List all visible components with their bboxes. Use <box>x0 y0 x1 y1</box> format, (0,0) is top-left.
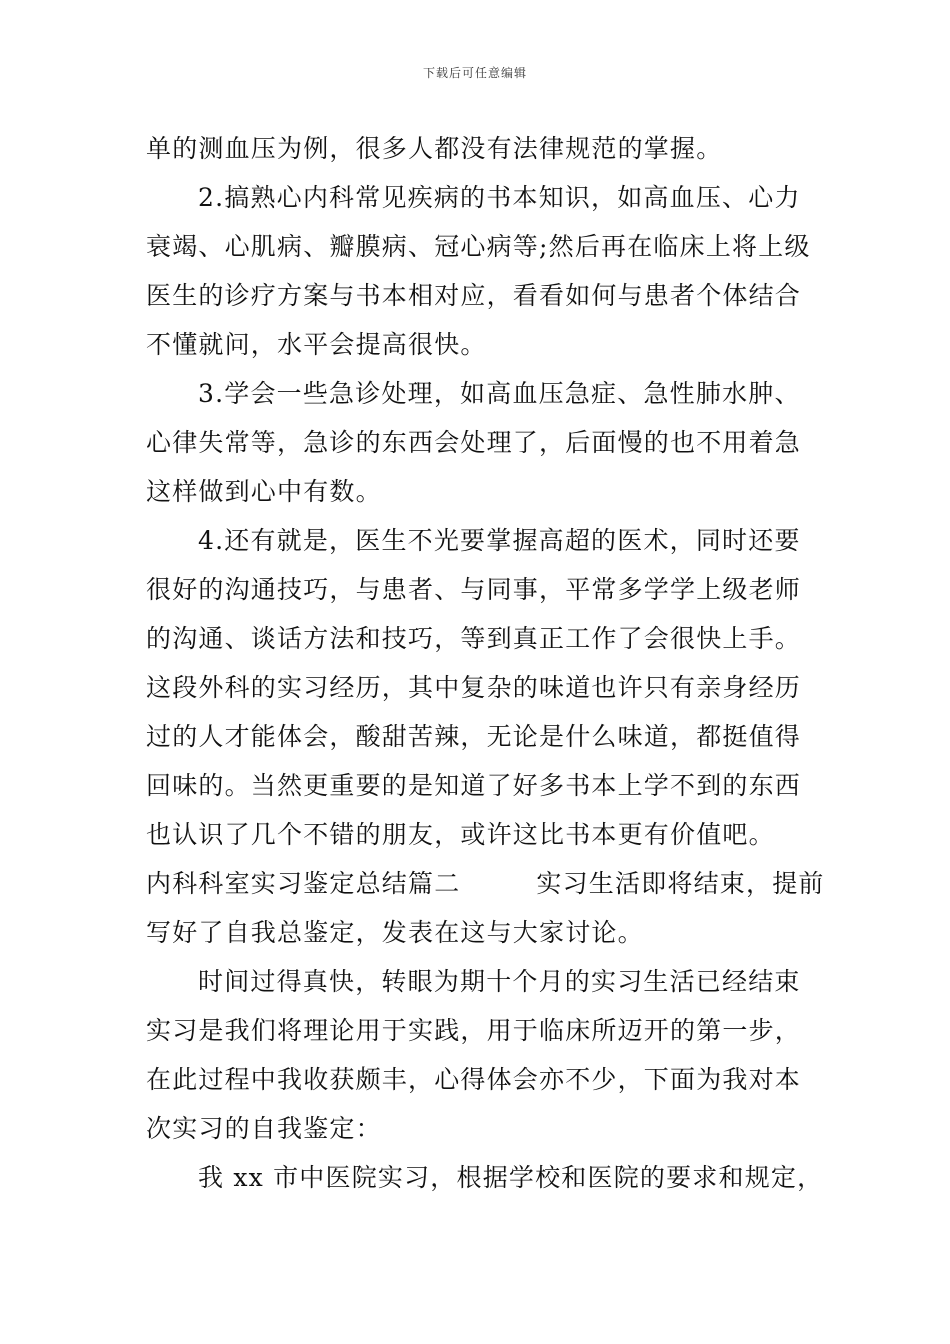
text-line-10: 很好的沟通技巧，与患者、与同事，平常多学学上级老师 <box>146 575 802 604</box>
text-line-18: 时间过得真快，转眼为期十个月的实习生活已经结束 <box>198 967 801 996</box>
text-line-4: 医生的诊疗方案与书本相对应，看看如何与患者个体结合 <box>146 281 802 310</box>
text-line-7: 心律失常等，急诊的东西会处理了，后面慢的也不用着急 <box>146 428 802 457</box>
text-line-17: 写好了自我总鉴定，发表在这与大家讨论。 <box>146 918 644 947</box>
page-header-note: 下载后可任意编辑 <box>422 66 527 80</box>
text-line-22: 我 xx 市中医院实习，根据学校和医院的要求和规定， <box>198 1163 824 1192</box>
text-line-15: 也认识了几个不错的朋友，或许这比书本更有价值吧。 <box>146 820 775 849</box>
text-line-19: 实习是我们将理论用于实践，用于临床所迈开的第一步， <box>146 1016 802 1045</box>
text-line-2: 2.搞熟心内科常见疾病的书本知识，如高血压、心力 <box>198 183 801 212</box>
text-line-9: 4.还有就是，医生不光要掌握高超的医术，同时还要 <box>198 526 801 555</box>
text-line-13: 过的人才能体会，酸甜苦辣，无论是什么味道，都挺值得 <box>146 722 802 751</box>
section-title: 内科科室实习鉴定总结篇二 <box>146 869 461 898</box>
text-line-8: 这样做到心中有数。 <box>146 477 382 506</box>
text-line-1: 单的测血压为例，很多人都没有法律规范的掌握。 <box>146 134 723 163</box>
text-line-3: 衰竭、心肌病、瓣膜病、冠心病等;然后再在临床上将上级 <box>146 232 811 261</box>
section-heading-line <box>146 859 826 908</box>
text-line-5: 不懂就问，水平会提高很快。 <box>146 330 487 359</box>
text-line-11: 的沟通、谈话方法和技巧，等到真正工作了会很快上手。 <box>146 624 802 653</box>
text-line-20: 在此过程中我收获颇丰，心得体会亦不少，下面为我对本 <box>146 1065 802 1094</box>
document-body <box>146 124 826 1202</box>
section-intro-text: 实习生活即将结束，提前 <box>536 869 825 898</box>
text-line-12: 这段外科的实习经历，其中复杂的味道也许只有亲身经历 <box>146 673 802 702</box>
text-line-14: 回味的。当然更重要的是知道了好多书本上学不到的东西 <box>146 771 802 800</box>
text-line-21: 次实习的自我鉴定： <box>146 1114 382 1143</box>
text-line-6: 3.学会一些急诊处理，如高血压急症、急性肺水肿、 <box>198 379 801 408</box>
